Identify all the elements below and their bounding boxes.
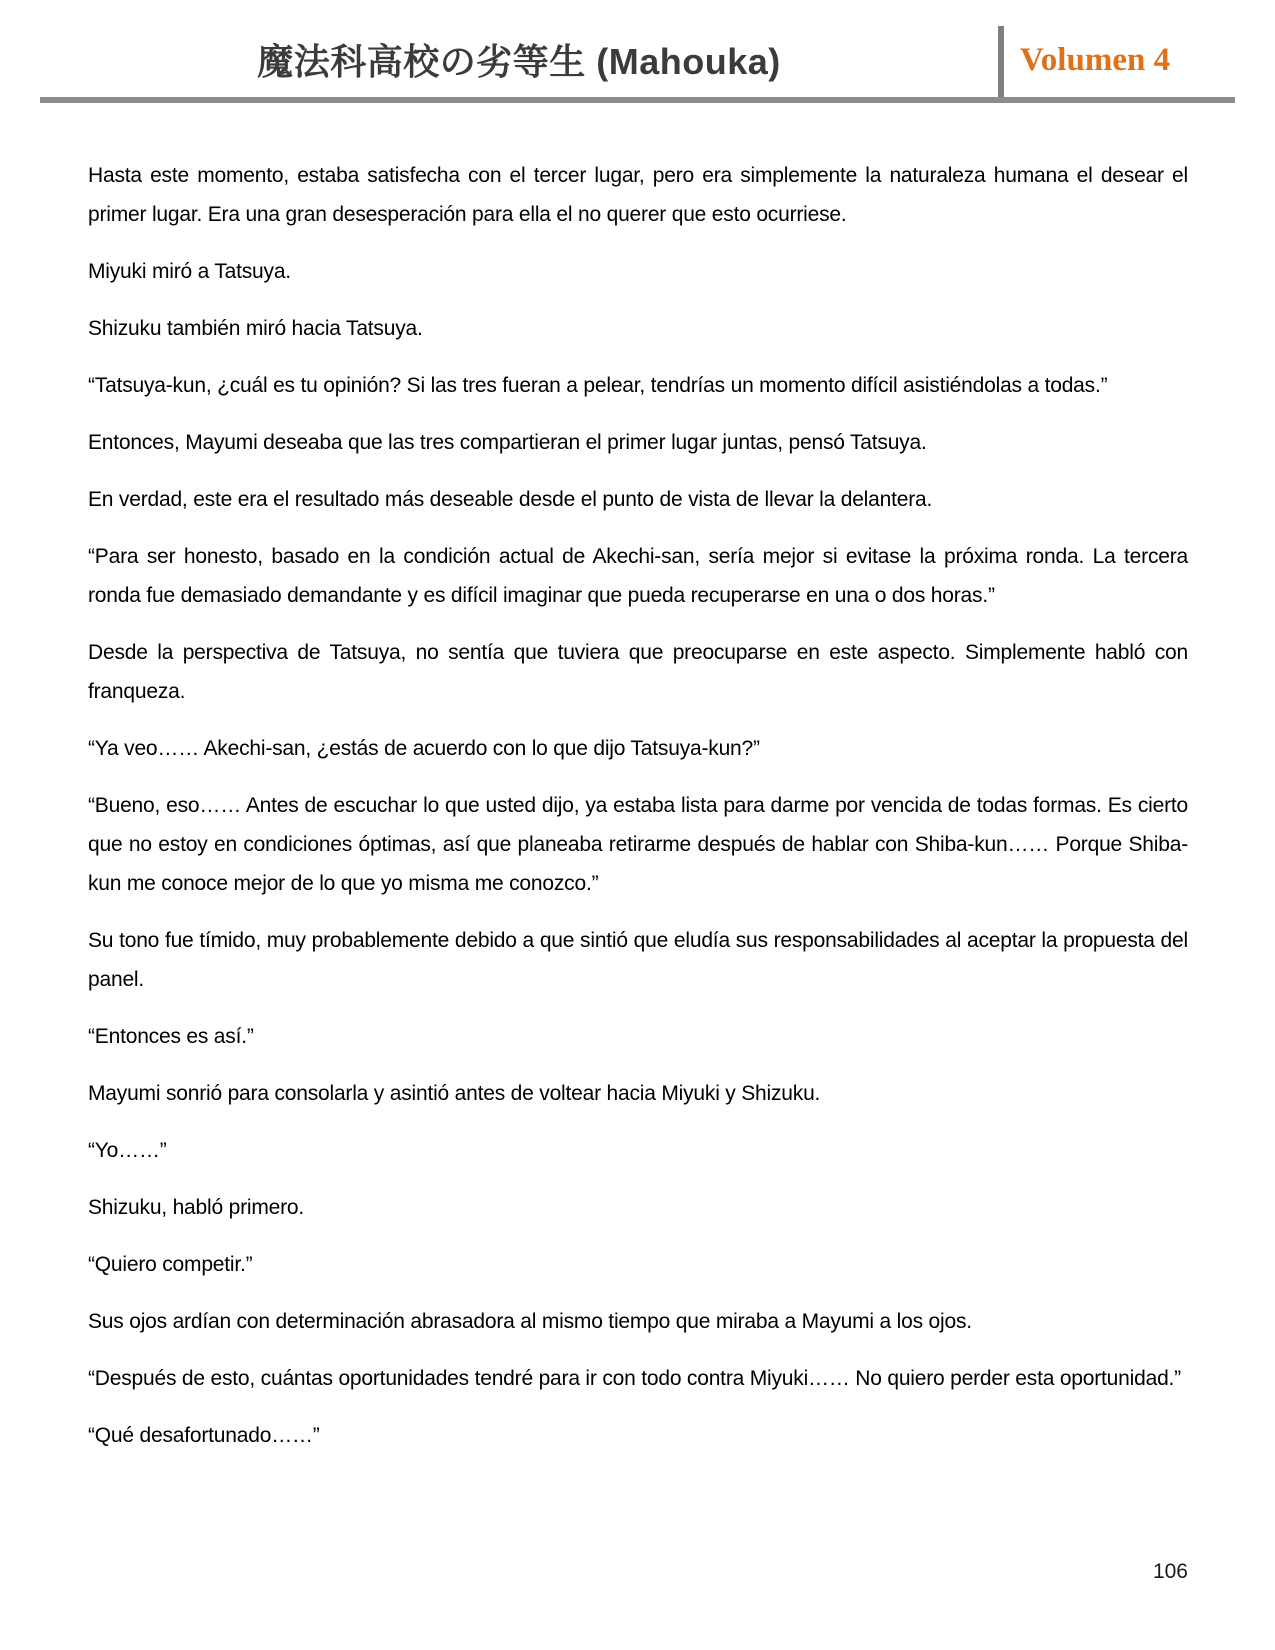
header-title-cell <box>40 26 998 97</box>
page-title: 魔法科高校の劣等生 (Mahouka) <box>257 41 781 82</box>
paragraph: Hasta este momento, estaba satisfecha con el tercer lugar, pero era simplemente la naturaleza humana el desear el primer lugar. Era una gran desesperación para ella el no querer que esto ocurriese. <box>88 164 1188 226</box>
paragraph: Shizuku también miró hacia Tatsuya. <box>88 317 423 340</box>
paragraph: Mayumi sonrió para consolarla y asintió antes de voltear hacia Miyuki y Shizuku. <box>88 1082 821 1105</box>
paragraph: “Entonces es así.” <box>88 1025 254 1048</box>
page-body <box>88 156 1188 1473</box>
page-header <box>40 26 1235 103</box>
volume-label: Volumen 4 <box>1020 42 1171 78</box>
paragraph: “Ya veo…… Akechi-san, ¿estás de acuerdo con lo que dijo Tatsuya-kun?” <box>88 737 760 760</box>
header-volume-cell <box>998 26 1235 97</box>
paragraph: En verdad, este era el resultado más deseable desde el punto de vista de llevar la delantera. <box>88 488 933 511</box>
paragraph: “Para ser honesto, basado en la condición actual de Akechi-san, sería mejor si evitase la próxima ronda. La tercera ronda fue demasiado demandante y es difícil imaginar que pueda recuperarse en una o dos horas.” <box>88 545 1188 607</box>
paragraph: Sus ojos ardían con determinación abrasadora al mismo tiempo que miraba a Mayumi a los ojos. <box>88 1310 972 1333</box>
paragraph: Shizuku, habló primero. <box>88 1196 305 1219</box>
paragraph: “Quiero competir.” <box>88 1253 253 1276</box>
paragraph: “Después de esto, cuántas oportunidades tendré para ir con todo contra Miyuki…… No quiero perder esta oportunidad.” <box>88 1367 1181 1390</box>
paragraph: “Yo……” <box>88 1139 167 1162</box>
paragraph: “Qué desafortunado……” <box>88 1424 320 1447</box>
paragraph: “Tatsuya-kun, ¿cuál es tu opinión? Si las tres fueran a pelear, tendrías un momento difícil asistiéndolas a todas.” <box>88 374 1108 397</box>
paragraph: Su tono fue tímido, muy probablemente debido a que sintió que eludía sus responsabilidades al aceptar la propuesta del panel. <box>88 929 1188 991</box>
paragraph: “Bueno, eso…… Antes de escuchar lo que usted dijo, ya estaba lista para darme por vencida de todas formas. Es cierto que no estoy en condiciones óptimas, así que planeaba retirarme después de hablar con Shiba-kun…… Porque Shiba-kun me conoce mejor de lo que yo misma me conozco.” <box>88 794 1188 895</box>
paragraph: Entonces, Mayumi deseaba que las tres compartieran el primer lugar juntas, pensó Tatsuya. <box>88 431 927 454</box>
paragraph: Desde la perspectiva de Tatsuya, no sentía que tuviera que preocuparse en este aspecto. Simplemente habló con franqueza. <box>88 641 1188 703</box>
page-number: 106 <box>1152 1560 1188 1583</box>
paragraph: Miyuki miró a Tatsuya. <box>88 260 291 283</box>
